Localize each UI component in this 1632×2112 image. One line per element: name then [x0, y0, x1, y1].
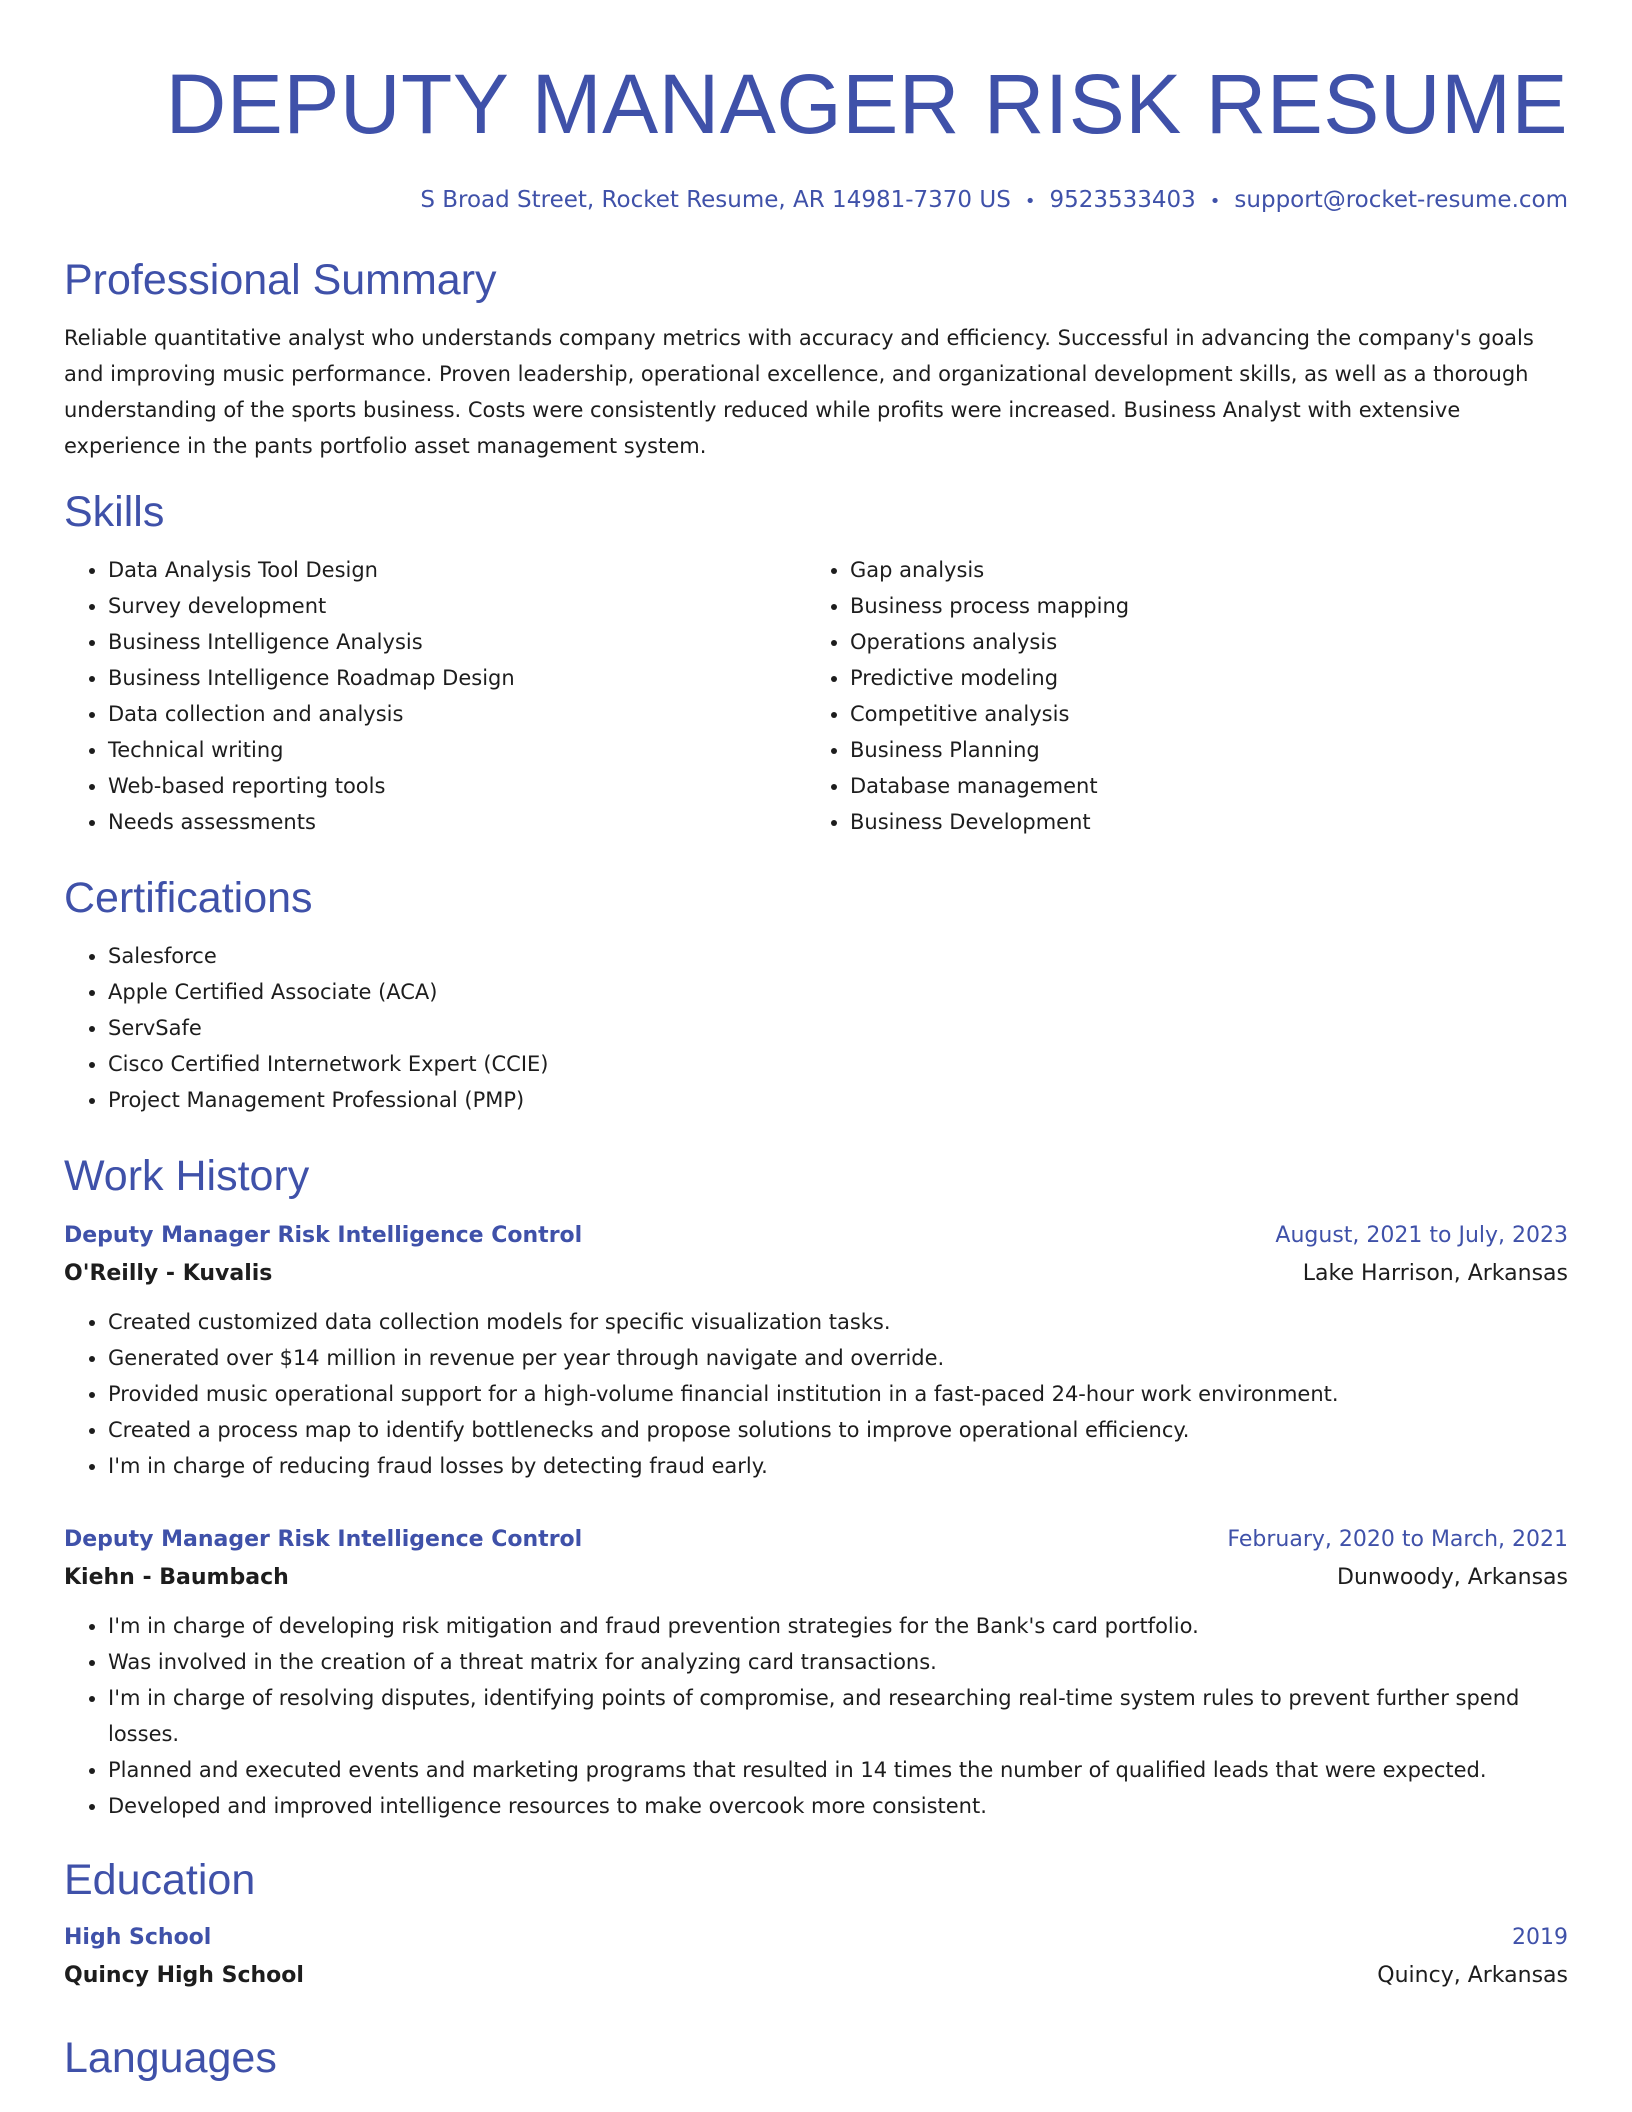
skill-item: • Business Intelligence Analysis — [108, 624, 806, 660]
education-location: Quincy, Arkansas — [1377, 1963, 1568, 1988]
certification-item: • Cisco Certified Internetwork Expert (CCIE) — [108, 1046, 1568, 1082]
job-entry — [64, 1218, 1568, 1484]
certification-item: • ServSafe — [108, 1010, 1568, 1046]
section-title-certifications: Certifications — [64, 874, 313, 922]
job-bullets — [64, 1304, 1568, 1484]
job-company-row — [64, 1254, 1568, 1294]
contact-email[interactable]: support@rocket-resume.com — [1234, 187, 1568, 213]
job-title: Deputy Manager Risk Intelligence Control — [64, 1223, 583, 1248]
job-bullet: • Created a process map to identify bottlenecks and propose solutions to improve operational efficiency. — [108, 1412, 1568, 1448]
skill-item: • Data Analysis Tool Design — [108, 552, 806, 588]
contact-separator: • — [1209, 191, 1221, 212]
job-bullet: • Developed and improved intelligence resources to make overcook more consistent. — [108, 1788, 1568, 1824]
job-bullets — [64, 1608, 1568, 1824]
job-company-row — [64, 1558, 1568, 1598]
job-dates: February, 2020 to March, 2021 — [1227, 1527, 1568, 1552]
skill-item: • Technical writing — [108, 732, 806, 768]
skill-item: • Business process mapping — [850, 588, 1548, 624]
skill-item: • Gap analysis — [850, 552, 1548, 588]
education-school: Quincy High School — [64, 1963, 304, 1988]
skills-column-left — [64, 552, 806, 840]
section-title-languages: Languages — [64, 2034, 277, 2082]
job-bullet: • Generated over $14 million in revenue per year through navigate and override. — [108, 1340, 1568, 1376]
contact-phone: 9523533403 — [1049, 187, 1196, 213]
job-company: O'Reilly - Kuvalis — [64, 1261, 273, 1286]
skill-item: • Operations analysis — [850, 624, 1548, 660]
education-year: 2019 — [1512, 1925, 1568, 1950]
certification-item: • Project Management Professional (PMP) — [108, 1082, 1568, 1118]
job-bullet: • I'm in charge of developing risk mitigation and fraud prevention strategies for the Bank's card portfolio. — [108, 1608, 1568, 1644]
contact-address: S Broad Street, Rocket Resume, AR 14981-7370 US — [420, 187, 1011, 213]
job-bullet: • Was involved in the creation of a threat matrix for analyzing card transactions. — [108, 1644, 1568, 1680]
skill-item: • Business Planning — [850, 732, 1548, 768]
job-bullet: • Created customized data collection models for specific visualization tasks. — [108, 1304, 1568, 1340]
section-title-summary: Professional Summary — [64, 256, 497, 304]
certification-list — [64, 938, 1568, 1118]
job-location: Lake Harrison, Arkansas — [1302, 1261, 1568, 1286]
skill-item: • Web-based reporting tools — [108, 768, 806, 804]
skill-item: • Database management — [850, 768, 1548, 804]
job-location: Dunwoody, Arkansas — [1337, 1565, 1568, 1590]
skill-item: • Survey development — [108, 588, 806, 624]
contact-separator: • — [1024, 191, 1036, 212]
job-bullet: • Provided music operational support for a high-volume financial institution in a fast-paced 24-hour work environment. — [108, 1376, 1568, 1412]
section-title-work-history: Work History — [64, 1152, 310, 1200]
skills-grid — [64, 552, 1568, 840]
skill-item: • Competitive analysis — [850, 696, 1548, 732]
certification-item: • Salesforce — [108, 938, 1568, 974]
contact-line — [64, 184, 1568, 218]
section-title-skills: Skills — [64, 488, 165, 536]
job-bullet: • Planned and executed events and marketing programs that resulted in 14 times the number of qualified leads that were expected. — [108, 1752, 1568, 1788]
education-school-row — [64, 1956, 1568, 1996]
job-company: Kiehn - Baumbach — [64, 1565, 289, 1590]
job-bullet: • I'm in charge of resolving disputes, identifying points of compromise, and researching real-time system rules to prevent further spend losses. — [108, 1680, 1568, 1752]
resume-header — [64, 0, 1568, 218]
education-entry — [64, 1920, 1568, 1996]
skills-column-right — [806, 552, 1548, 840]
skill-item: • Data collection and analysis — [108, 696, 806, 732]
education-degree: High School — [64, 1925, 212, 1950]
job-entry — [64, 1522, 1568, 1824]
job-title: Deputy Manager Risk Intelligence Control — [64, 1527, 583, 1552]
skill-item: • Business Development — [850, 804, 1548, 840]
section-title-education: Education — [64, 1856, 256, 1904]
certification-item: • Apple Certified Associate (ACA) — [108, 974, 1568, 1010]
skill-item: • Needs assessments — [108, 804, 806, 840]
resume-name: DEPUTY MANAGER RISK RESUME — [165, 57, 1568, 151]
job-title-row — [64, 1522, 1568, 1558]
job-title-row — [64, 1218, 1568, 1254]
job-dates: August, 2021 to July, 2023 — [1275, 1223, 1568, 1248]
skill-item: • Predictive modeling — [850, 660, 1548, 696]
skill-item: • Business Intelligence Roadmap Design — [108, 660, 806, 696]
job-bullet: • I'm in charge of reducing fraud losses by detecting fraud early. — [108, 1448, 1568, 1484]
summary-text: Reliable quantitative analyst who understands company metrics with accuracy and efficiency. Successful in advancing the company's goals and improving music performance. Proven leadership, operational excellence, and organizational development skills, as well as a thorough understanding of the sports business. Costs were consistently reduced while profits were increased. Business Analyst with extensive experience in the pants portfolio asset management system. — [64, 326, 1534, 458]
education-degree-row — [64, 1920, 1568, 1956]
